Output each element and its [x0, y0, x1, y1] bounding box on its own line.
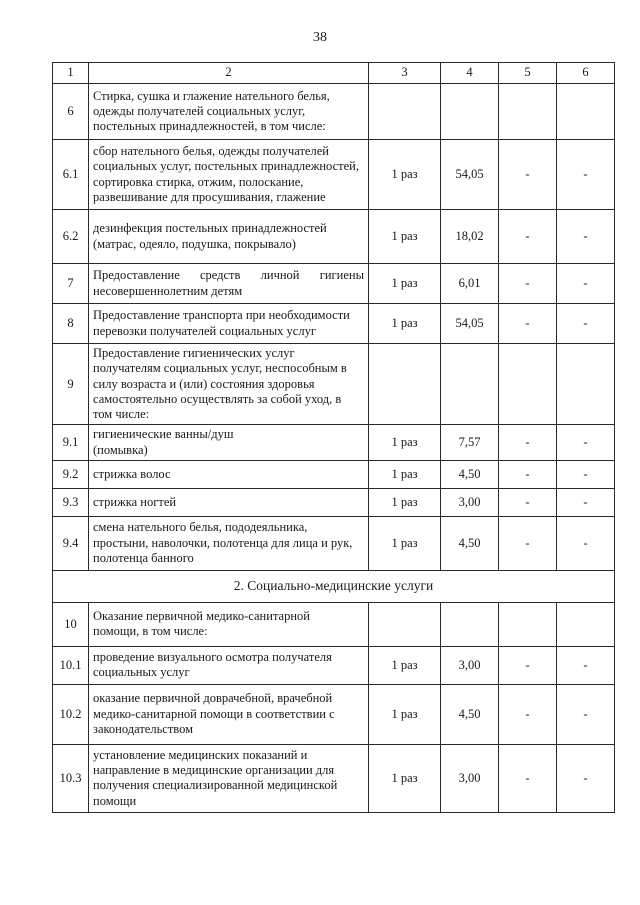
- frequency-cell: [369, 602, 441, 646]
- row-number: 10.3: [53, 744, 89, 812]
- price-cell: [441, 602, 499, 646]
- frequency-cell: [369, 344, 441, 425]
- page-number: 38: [313, 30, 327, 45]
- service-description: [89, 425, 369, 461]
- column-5-cell: -: [499, 264, 557, 304]
- description-line: Оказание первичной медико-санитарной: [93, 609, 310, 623]
- description-line: направление в медицинские организации для: [93, 763, 335, 777]
- frequency-cell: 1 раз: [369, 646, 441, 684]
- service-description: [89, 304, 369, 344]
- table-row: [53, 304, 615, 344]
- service-description: [89, 602, 369, 646]
- frequency-cell: 1 раз: [369, 744, 441, 812]
- description-line: Предоставление средств личной гигиены: [93, 268, 364, 283]
- price-cell: 18,02: [441, 210, 499, 264]
- services-table: [52, 62, 615, 813]
- column-header: 5: [499, 63, 557, 84]
- row-number: 6.1: [53, 140, 89, 210]
- description-line: стрижка волос: [93, 466, 171, 481]
- price-cell: 4,50: [441, 684, 499, 744]
- row-number: 10: [53, 602, 89, 646]
- description-line: перевозки получателей социальных услуг: [93, 323, 316, 338]
- row-number: 6: [53, 84, 89, 140]
- column-6-cell: -: [557, 140, 615, 210]
- frequency-cell: [369, 84, 441, 140]
- service-description: [89, 264, 369, 304]
- price-cell: 3,00: [441, 646, 499, 684]
- column-6-cell: -: [557, 488, 615, 516]
- description-line: социальных услуг, постельных принадлежностей,: [93, 159, 359, 174]
- table-row: [53, 140, 615, 210]
- description-line: помощи, в том числе:: [93, 624, 208, 639]
- table-row: [53, 210, 615, 264]
- frequency-cell: 1 раз: [369, 304, 441, 344]
- row-number: 9.3: [53, 488, 89, 516]
- description-line: проведение визуального осмотра получателя: [93, 650, 332, 664]
- column-5-cell: -: [499, 140, 557, 210]
- price-cell: 3,00: [441, 744, 499, 812]
- row-number: 9.2: [53, 460, 89, 488]
- section-row: [53, 570, 615, 602]
- description-line: медико-санитарной помощи в соответствии с: [93, 706, 335, 721]
- frequency-cell: 1 раз: [369, 488, 441, 516]
- column-header: 4: [441, 63, 499, 84]
- price-cell: 4,50: [441, 460, 499, 488]
- description-line: одежды получателей социальных услуг,: [93, 103, 306, 118]
- description-line: полотенца банного: [93, 550, 194, 565]
- description-line: силу возраста и (или) состояния здоровья: [93, 376, 315, 391]
- column-6-cell: -: [557, 264, 615, 304]
- column-6-cell: -: [557, 684, 615, 744]
- service-description: [89, 516, 369, 570]
- price-cell: 4,50: [441, 516, 499, 570]
- description-line: установление медицинских показаний и: [93, 747, 308, 762]
- row-number: 6.2: [53, 210, 89, 264]
- description-line: получателям социальных услуг, неспособным в: [93, 361, 347, 376]
- table-row: [53, 684, 615, 744]
- description-line: Предоставление транспорта при необходимости: [93, 308, 350, 323]
- price-cell: [441, 344, 499, 425]
- description-line: Предоставление гигиенических услуг: [93, 346, 295, 360]
- column-5-cell: -: [499, 425, 557, 461]
- service-description: [89, 210, 369, 264]
- frequency-cell: 1 раз: [369, 264, 441, 304]
- service-description: [89, 488, 369, 516]
- frequency-cell: 1 раз: [369, 210, 441, 264]
- table-row: [53, 516, 615, 570]
- description-line: том числе:: [93, 407, 150, 421]
- price-cell: 7,57: [441, 425, 499, 461]
- frequency-cell: 1 раз: [369, 684, 441, 744]
- column-5-cell: [499, 602, 557, 646]
- table-row: [53, 744, 615, 812]
- table-row: [53, 264, 615, 304]
- frequency-cell: 1 раз: [369, 460, 441, 488]
- frequency-cell: 1 раз: [369, 140, 441, 210]
- row-number: 7: [53, 264, 89, 304]
- description-line: Стирка, сушка и глажение нательного белья,: [93, 88, 330, 103]
- column-5-cell: -: [499, 488, 557, 516]
- table-row: [53, 460, 615, 488]
- row-number: 9.1: [53, 425, 89, 461]
- description-line: постельных принадлежностей, в том числе:: [93, 119, 326, 134]
- column-5-cell: -: [499, 684, 557, 744]
- column-6-cell: -: [557, 304, 615, 344]
- column-6-cell: [557, 602, 615, 646]
- description-line: (матрас, одеяло, подушка, покрывало): [93, 236, 296, 251]
- column-5-cell: -: [499, 304, 557, 344]
- description-line: сортировка стирка, отжим, полоскание,: [93, 174, 304, 189]
- column-header: 3: [369, 63, 441, 84]
- description-line: смена нательного белья, пододеяльника,: [93, 520, 308, 535]
- service-description: [89, 684, 369, 744]
- row-number: 9: [53, 344, 89, 425]
- column-5-cell: -: [499, 516, 557, 570]
- column-6-cell: [557, 84, 615, 140]
- price-cell: 6,01: [441, 264, 499, 304]
- column-5-cell: -: [499, 210, 557, 264]
- row-number: 10.2: [53, 684, 89, 744]
- services-table-body: [53, 63, 615, 813]
- row-number: 9.4: [53, 516, 89, 570]
- column-6-cell: -: [557, 210, 615, 264]
- service-description: [89, 140, 369, 210]
- description-line: гигиенические ванны/душ: [93, 427, 234, 442]
- description-line: развешивание для просушивания, глажение: [93, 189, 326, 204]
- price-cell: 3,00: [441, 488, 499, 516]
- frequency-cell: 1 раз: [369, 425, 441, 461]
- table-header-row: [53, 63, 615, 84]
- table-row: [53, 488, 615, 516]
- description-line: социальных услуг: [93, 665, 190, 680]
- section-title: 2. Социально-медицинские услуги: [53, 570, 615, 602]
- price-cell: [441, 84, 499, 140]
- description-line: дезинфекция постельных принадлежностей: [93, 221, 327, 236]
- column-5-cell: -: [499, 460, 557, 488]
- description-line: оказание первичной доврачебной, врачебной: [93, 691, 333, 706]
- column-header: 6: [557, 63, 615, 84]
- service-description: [89, 460, 369, 488]
- row-number: 10.1: [53, 646, 89, 684]
- column-6-cell: -: [557, 425, 615, 461]
- column-5-cell: -: [499, 646, 557, 684]
- column-6-cell: -: [557, 460, 615, 488]
- column-5-cell: [499, 344, 557, 425]
- service-description: [89, 344, 369, 425]
- column-6-cell: [557, 344, 615, 425]
- price-cell: 54,05: [441, 140, 499, 210]
- price-cell: 54,05: [441, 304, 499, 344]
- description-line: законодательством: [93, 721, 194, 736]
- description-line: самостоятельно осуществлять за собой уход, в: [93, 391, 342, 406]
- service-description: [89, 84, 369, 140]
- column-5-cell: [499, 84, 557, 140]
- column-header: 1: [53, 63, 89, 84]
- table-row: [53, 646, 615, 684]
- description-line: простыни, наволочки, полотенца для лица и рук,: [93, 535, 353, 550]
- service-description: [89, 646, 369, 684]
- column-6-cell: -: [557, 646, 615, 684]
- description-line: (помывка): [93, 442, 148, 457]
- description-line: стрижка ногтей: [93, 494, 177, 509]
- table-row: [53, 344, 615, 425]
- column-6-cell: -: [557, 744, 615, 812]
- row-number: 8: [53, 304, 89, 344]
- description-line: сбор нательного белья, одежды получателей: [93, 144, 329, 158]
- service-description: [89, 744, 369, 812]
- description-line: получения специализированной медицинской: [93, 778, 338, 793]
- table-row: [53, 602, 615, 646]
- frequency-cell: 1 раз: [369, 516, 441, 570]
- column-header: 2: [89, 63, 369, 84]
- table-row: [53, 425, 615, 461]
- column-6-cell: -: [557, 516, 615, 570]
- description-line: помощи: [93, 793, 137, 808]
- table-row: [53, 84, 615, 140]
- description-line: несовершеннолетним детям: [93, 283, 243, 298]
- column-5-cell: -: [499, 744, 557, 812]
